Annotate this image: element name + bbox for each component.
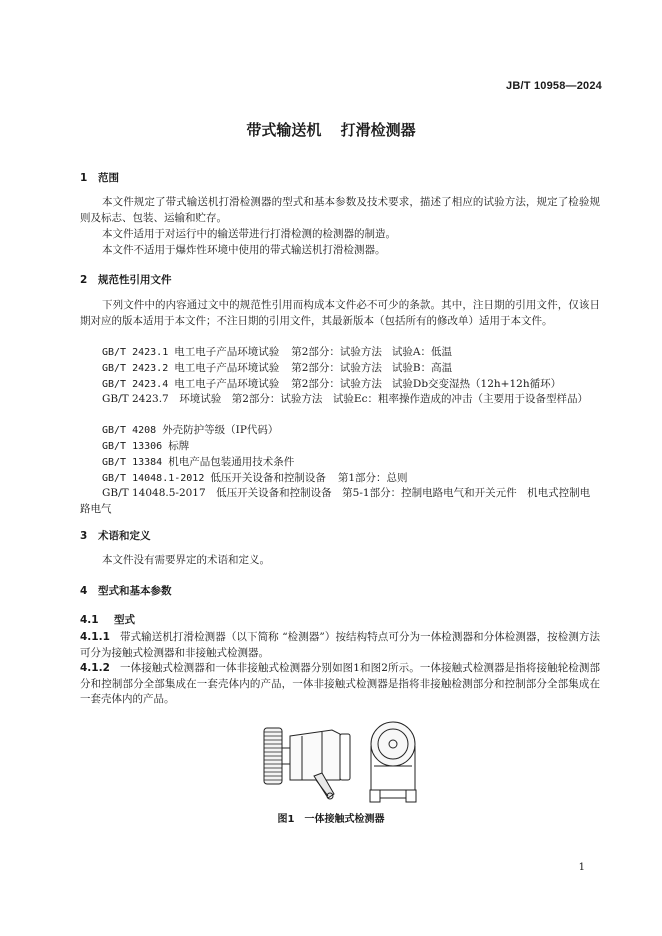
section-2-heading [80,272,172,287]
document-title: 带式输送机 打滑检测器 [246,121,416,139]
reference-title: 电工电子产品环境试验 [174,346,280,358]
reference-item: GB/T 14048.5-2017 低压开关设备和控制设备 第5-1部分：控制电路电气和开关元件 机电式控制电路电气 [80,487,591,515]
reference-item [102,361,452,377]
section-number: 3 [80,530,88,542]
section-3-heading [80,528,151,543]
page-number: 1 [578,862,585,873]
paragraph-4-1-2 [80,661,600,708]
reference-item [102,345,452,361]
paragraph: 本文件规定了带式输送机打滑检测器的型式和基本参数及技术要求，描述了相应的试验方法，规定了检验规则及标志、包装、运输和贮存。 [80,196,600,224]
reference-title: 电工电子产品环境试验 [174,362,280,374]
reference-code: GB/T 13384 [102,457,163,468]
reference-part: 第2部分：试验方法 [291,346,382,358]
reference-item [102,377,561,393]
section-number: 2 [80,274,88,286]
paragraph: 本文件不适用于爆炸性环境中使用的带式输送机打滑检测器。 [102,244,386,256]
reference-title: 机电产品包装通用技术条件 [168,456,295,468]
reference-test: 试验A：低温 [391,346,453,358]
section-title: 术语和定义 [98,530,151,542]
reference-title: 电工电子产品环境试验 [174,378,280,390]
detector-front-view-figure [362,718,424,806]
clause-number: 4.1.1 [80,631,110,643]
paragraph: 下列文件中的内容通过文中的规范性引用而构成本文件必不可少的条款。其中，注日期的引用文件，仅该日期对应的版本适用于本文件；不注日期的引用文件，其最新版本（包括所有的修改单）适用于本文件。 [80,299,600,327]
reference-item [102,471,408,487]
reference-part: 第2部分：试验方法 [291,378,382,390]
section-number: 4 [80,585,88,597]
reference-code: GB/T 13306 [102,441,163,452]
subsection-4-1-heading [80,612,135,627]
reference-part: 第2部分：试验方法 [291,362,382,374]
reference-test: 试验Db交变湿热（12h+12h循环） [391,378,562,390]
reference-test: 试验B：高温 [391,362,453,374]
reference-code: GB/T 2423.4 [102,379,169,390]
figure-caption: 图1 一体接触式检测器 [277,814,385,825]
clause-text: 带式输送机打滑检测器（以下简称 “检测器”）按结构特点可分为一体检测器和分体检测器，按检测方法可分为接触式检测器和非接触式检测器。 [80,631,600,659]
paragraph-4-1-1 [80,630,600,661]
section-number: 4.1 [80,614,99,626]
reference-title: 低压开关设备和控制设备 [210,472,326,484]
clause-number: 4.1.2 [80,662,110,674]
reference-title: 外壳防护等级（IP代码） [162,424,279,436]
reference-code: GB/T 4208 [102,425,157,436]
section-title: 型式 [114,614,135,626]
section-number: 1 [80,172,88,184]
section-1-heading [80,170,119,185]
reference-code: GB/T 14048.1-2012 [102,473,205,484]
section-title: 规范性引用文件 [98,274,172,286]
reference-code: GB/T 2423.1 [102,347,169,358]
section-title: 型式和基本参数 [98,585,172,597]
clause-text: 一体接触式检测器和一体非接触式检测器分别如图1和图2所示。一体接触式检测器是指将接触轮检测部分和控制部分全部集成在一套壳体内的产品，一体非接触式检测器是指将非接触检测部分和控制部分全部集成在一套壳体内的产品。 [80,662,600,705]
paragraph: 本文件没有需要界定的术语和定义。 [102,554,270,566]
detector-side-view-figure [262,718,360,804]
standard-code: JB/T 10958—2024 [506,80,602,92]
reference-part: 第1部分：总则 [337,472,408,484]
reference-code: GB/T 2423.2 [102,363,169,374]
reference-item [102,423,278,439]
section-4-heading [80,583,172,598]
reference-item [102,439,189,455]
section-title: 范围 [98,172,119,184]
reference-item: GB/T 2423.7 环境试验 第2部分：试验方法 试验Ec：粗率操作造成的冲击（主要用于设备型样品） [102,393,588,405]
reference-title: 标牌 [168,440,190,452]
reference-item [102,455,294,471]
paragraph: 本文件适用于对运行中的输送带进行打滑检测的检测器的制造。 [102,228,396,240]
